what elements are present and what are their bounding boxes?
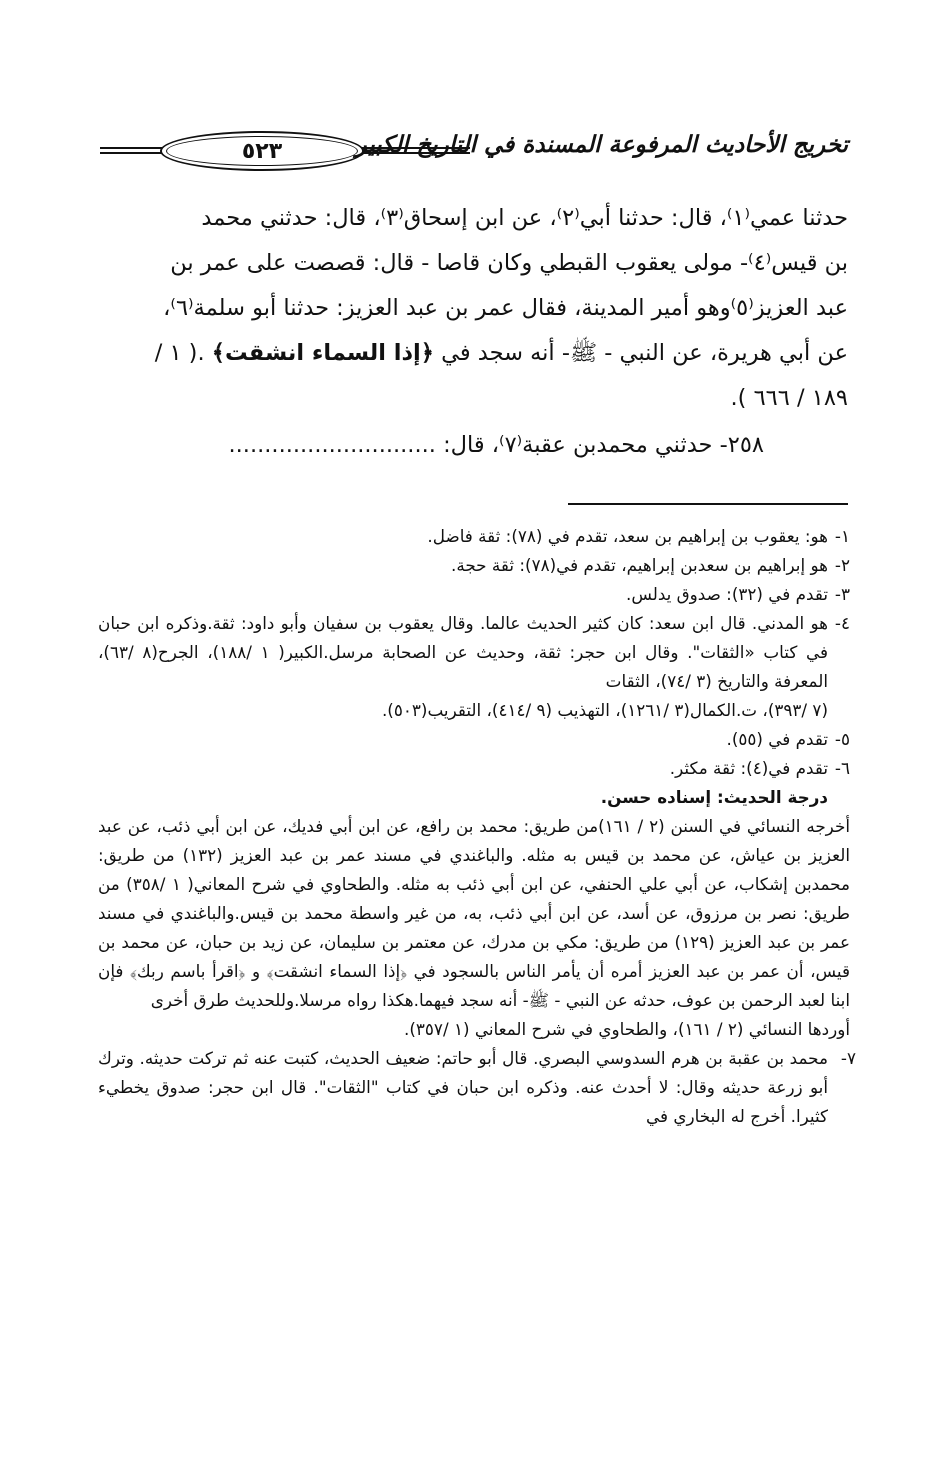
footnote-divider — [568, 503, 848, 505]
continuation-dots: ............................. — [228, 432, 436, 458]
footnote-text: هو إبراهيم بن سعدبن إبراهيم، تقدم في(٧٨): ثقة حجة. — [451, 555, 828, 575]
footnote — [98, 580, 850, 609]
hadith-grade: درجة الحديث: إسناده حسن. — [600, 787, 828, 807]
next-hadith-heading: ٢٥٨- حدثني محمدبن عقبة⁽٧⁾، قال: — [443, 432, 764, 458]
next-hadith — [98, 423, 848, 468]
header-rule — [362, 147, 470, 154]
text-line — [98, 331, 848, 376]
footnote-number: ٦- — [834, 758, 850, 778]
text-segment: عن أبي هريرة، عن النبي - ﷺ- أنه سجد في — [441, 340, 848, 366]
footnote-number: ٤- — [834, 613, 850, 633]
takhrij-paragraph-end: أوردها النسائي (٢ / ١٦١)، والطحاوي في شرح المعاني (١ /٣٥٧). — [404, 1019, 850, 1039]
citation-line: ١٨٩ / ٦٦٦ ). — [730, 385, 848, 411]
takhrij-paragraph: أخرجه النسائي في السنن (٢ / ١٦١)من طريق: محمد بن رافع، عن ابن أبي فديك، عن ابن أبي ذئب، عن عبد العزيز بن عياش، عن محمد بن قيس به مثله. والباغندي في مسند عمر بن عبد العزيز (١٣٢) من طريق: محمدبن إشكاب، عن أبي علي الحنفي، عن ابن أبي ذئب به مثله. والطحاوي في شرح المعاني( ١ /٣٥٨) من طريق: نصر بن مرزوق، عن أسد، عن ابن أبي ذئب، به، من غير واسطة محمد بن قيس.والباغندي في مسند عمر بن عبد العزيز (١٢٩) من طريق: مكي بن مدرك، عن معتمر بن سليمان، عن زيد بن حبان، عن محمد بن قيس، أن عمر بن عبد العزيز أمره أن يأمر الناس بالسجود في ﴿إذا السماء انشقت﴾ و ﴿اقرأ باسم ربك﴾ فإن ابنا لعبد الرحمن بن عوف، حدثه عن النبي - ﷺ- أنه سجد فيهما.هكذا رواه مرسلا.وللحديث طرق أخرى — [98, 816, 850, 1010]
footnote-text: تقدم في (٥٥). — [726, 729, 828, 749]
footnote — [98, 1044, 856, 1131]
page-number-badge — [160, 131, 364, 171]
running-header — [100, 125, 848, 185]
footnote — [98, 551, 850, 580]
footnote — [98, 754, 850, 783]
quran-verse: ﴿إذا السماء انشقت﴾ — [211, 340, 434, 366]
footnote-text: تقدم في (٣٢): صدوق يدلس. — [626, 584, 828, 604]
footnote — [98, 609, 850, 696]
citation: .( ١ / — [154, 340, 205, 366]
footnote-number: ٢- — [834, 555, 850, 575]
header-rule — [100, 147, 162, 154]
footnote-text: تقدم في(٤): ثقة مكثر. — [669, 758, 828, 778]
footnote-text: هو المدني. قال ابن سعد: كان كثير الحديث عالما. وقال يعقوب بن سفيان وأبو داود: ثقة.وذكره ابن حبان في كتاب «الثقات". وقال ابن حجر: ثقة، وحديث عن الصحابة مرسل.الكبير( ١ /١٨٨)، الجرح(٨ /٦٣)، المعرفة والتاريخ (٣ /٧٤)، الثقات — [98, 613, 828, 691]
footnote — [98, 725, 850, 754]
footnotes — [98, 522, 856, 1131]
text-line: عبد العزيز⁽٥⁾وهو أمير المدينة، فقال عمر بن عبد العزيز: حدثنا أبو سلمة⁽٦⁾، — [163, 295, 848, 321]
footnote-number: ١- — [834, 526, 850, 546]
footnote-continuation: (٧ /٣٩٣)، ت.الكمال(٣ /١٢٦١)، التهذيب (٩ /٤١٤)، التقريب(٥٠٣). — [381, 700, 828, 720]
footnote-text: هو: يعقوب بن إبراهيم بن سعد، تقدم في (٧٨): ثقة فاضل. — [427, 526, 828, 546]
footnote-number: ٧- — [840, 1048, 856, 1068]
footnote-number: ٥- — [834, 729, 850, 749]
footnote-number: ٣- — [834, 584, 850, 604]
text-line: حدثنا عمي⁽١⁾، قال: حدثنا أبي⁽٢⁾، عن ابن إسحاق⁽٣⁾، قال: حدثني محمد — [201, 205, 848, 231]
footnote-text: محمد بن عقبة بن هرم السدوسي البصري. قال أبو حاتم: ضعيف الحديث، كتبت عنه ثم تركت حديثه. وترك أبو زرعة حديثه وقال: لا أحدث عنه. وذكره ابن حبان في كتاب "الثقات". قال ابن حجر: صدوق يخطيء كثيرا. أخرج له البخاري في — [98, 1048, 828, 1126]
book-title: تخريج الأحاديث المرفوعة المسندة في التاريخ الكبير — [355, 131, 848, 158]
page-number: ٥٢٣ — [241, 138, 283, 164]
text-line: بن قيس⁽٤⁾- مولى يعقوب القبطي وكان قاصا - قال: قصصت على عمر بن — [170, 250, 848, 276]
hadith-text — [98, 196, 848, 468]
footnote — [98, 522, 850, 551]
